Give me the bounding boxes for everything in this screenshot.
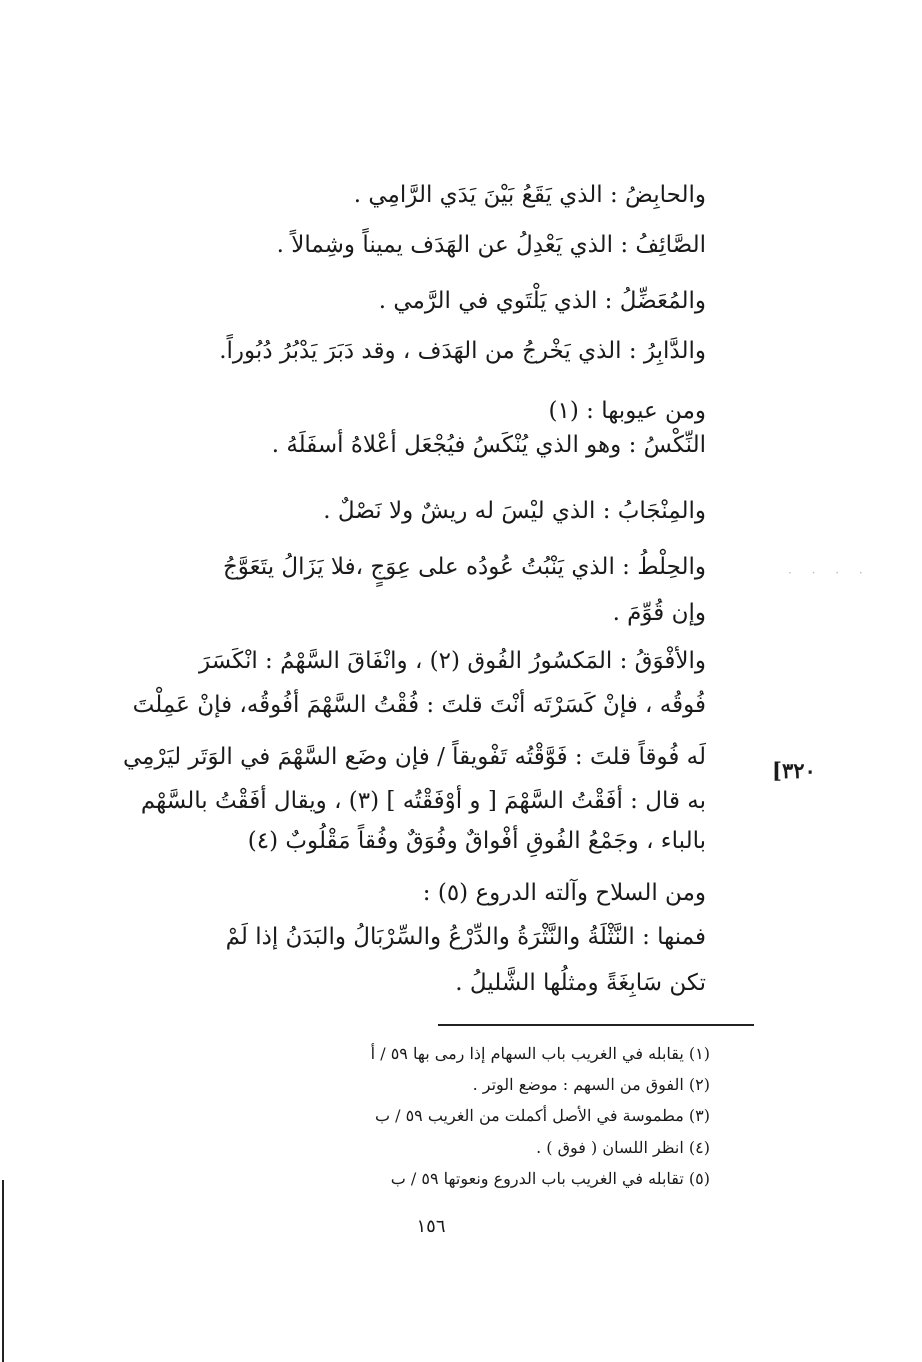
text-line-hābiḍ: والحابِضُ : الذي يَقَعُ بَيْنَ يَدَي الرَّامِي . (353, 182, 706, 208)
text-line-afwaq-plural: بالباء ، وجَمْعُ الفُوقِ أفْواقٌ وفُوَقٌ وفُقاً مَقْلُوبٌ (٤) (247, 828, 706, 854)
text-line-armour-heading: ومن السلاح وآلته الدروع (٥) : (422, 880, 706, 906)
text-line-ḥilṭ: والحِلْطُ : الذي يَنْبُتُ عُودُه على عِوَجٍ ،فلا يَزَالُ يتَعَوَّجُ (222, 554, 706, 580)
text-line-fawwaqtuhu: لَه فُوقاً قلتَ : فَوَّقْتُه تَفْويقاً / فإن وضَع السَّهْمَ في الوَتَر ليَرْمِي (122, 744, 706, 770)
footnote-2: (٢) الفوق من السهم : موضع الوتر . (472, 1075, 710, 1094)
text-line-ṣāʾif: الصَّائِفُ : الذي يَعْدِلُ عن الهَدَف يميناً وشِمالاً . (276, 232, 706, 258)
text-line-faults-heading: ومن عيوبها : (١) (548, 398, 706, 424)
text-line-minjāb: والمِنْجَابُ : الذي ليْسَ له ريشٌ ولا نَصْلٌ . (323, 498, 706, 524)
text-line-muʿaḍḍil: والمُعَضِّلُ : الذي يَلْتَوي في الرَّمي . (378, 288, 706, 314)
page-number: ١٥٦ (416, 1216, 446, 1237)
text-line-nathla: فمنها : النَّثْلَةُ والنَّثْرَةُ والدِّرْعُ والسِّرْبَالُ والبَدَنُ إذا لَمْ (225, 924, 706, 950)
footnote-3: (٣) مطموسة في الأصل أكملت من الغريب ٥٩ / ب (374, 1106, 710, 1125)
footnote-1: (١) يقابله في الغريب باب السهام إذا رمى بها ٥٩ / أ (370, 1044, 710, 1063)
text-line-afwaq: والأفْوَقُ : المَكسُورُ الفُوق (٢) ، وانْفَاقَ السَّهْمُ : انْكَسَرَ (199, 648, 706, 674)
footnote-5: (٥) تقابله في الغريب باب الدروع ونعوتها ٥٩ / ب (390, 1169, 710, 1188)
text-line-shalil: تكن سَابِغَةً ومثلُها الشَّليلُ . (455, 970, 706, 996)
text-line-afaqtu: به قال : أفَقْتُ السَّهْمَ [ و أوْفَقْتُه ] (٣) ، ويقال أفَقْتُ بالسَّهْم (140, 788, 706, 814)
faint-marks: · · · · (788, 566, 871, 580)
footnote-4: (٤) انظر اللسان ( فوق ) . (536, 1138, 710, 1157)
page-edge-line (2, 1180, 4, 1362)
text-line-quwwim: وإن قُوِّمَ . (612, 600, 706, 626)
text-line-dābir: والدَّابِرُ : الذي يَخْرجُ من الهَدَف ، وقد دَبَرَ يَدْبُرُ دُبُوراً. (219, 338, 706, 364)
text-line-nuks: النِّكْسُ : وهو الذي يُنْكَسُ فيُجْعَل أعْلاهُ أسفَلَهُ . (271, 432, 706, 458)
footnote-divider (438, 1024, 754, 1026)
text-line-fuqahu: فُوقُه ، فإنْ كَسَرْتَه أنْتَ قلتَ : فُقْتُ السَّهْمَ أفُوقُه، فإنْ عَمِلْتَ (132, 692, 706, 718)
folio-marker: [٣٢٠ (772, 758, 816, 783)
